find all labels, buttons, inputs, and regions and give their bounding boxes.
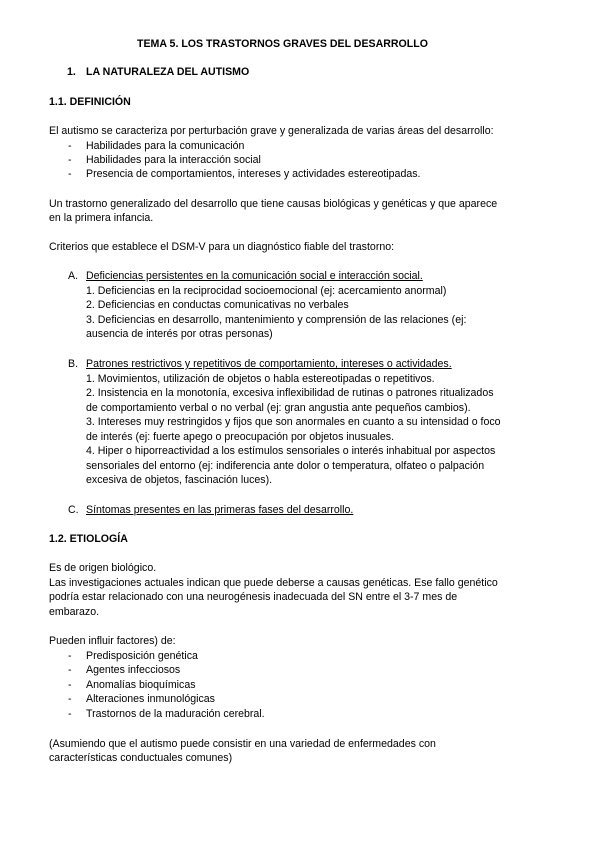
tgd-paragraph-line: Un trastorno generalizado del desarrollo que tiene causas biológicas y genéticas y que aparece [49,198,498,210]
note-line: (Asumiendo que el autismo puede consistir en una variedad de enfermedades con [49,738,436,750]
section-heading: LA NATURALEZA DEL AUTISMO [86,66,250,78]
criterion-b-line: de comportamiento verbal o no verbal (ej: gran angustia ante pequeños cambios). [86,402,471,414]
subsection-heading-etiologia: 1.2. ETIOLOGÍA [49,533,128,545]
criteria-intro: Criterios que establece el DSM-V para un diagnóstico fiable del trastorno: [49,241,395,253]
criterion-a-line: 2. Deficiencias en conductas comunicativas no verbales [86,299,349,311]
factor-item: Trastornos de la maduración cerebral. [86,708,265,720]
criterion-a-line: ausencia de interés por otras personas) [86,328,273,340]
criterion-letter-b: B. [68,358,79,370]
list-dash: - [68,679,72,691]
criterion-b-line: 3. Intereses muy restringidos y fijos que son anormales en cuanto a su intensidad o foco [86,416,501,428]
criterion-b-line: 2. Insistencia en la monotonía, excesiva inflexibilidad de rutinas o patrones ritualizados [86,387,494,399]
criterion-a-line: 1. Deficiencias en la reciprocidad socioemocional (ej: acercamiento anormal) [86,285,447,297]
factor-item: Anomalías bioquímicas [86,679,196,691]
list-dash: - [68,708,72,720]
section-number: 1. [67,66,76,78]
criterion-b-line: 1. Movimientos, utilización de objetos o habla estereotipadas o repetitivos. [86,373,435,385]
etiology-line: podría estar relacionado con una neurogénesis inadecuada del SN entre el 3-7 mes de [49,591,458,603]
etiology-line: Es de origen biológico. [49,562,157,574]
factor-item: Alteraciones inmunológicas [86,693,215,705]
list-dash: - [68,154,72,166]
criterion-title-b: Patrones restrictivos y repetitivos de comportamiento, intereses o actividades. [86,358,452,370]
criterion-b-line: de interés (ej: fuerte apego o preocupación por objetos inusuales. [86,431,395,443]
etiology-line: Las investigaciones actuales indican que puede deberse a causas genéticas. Ese fallo genético [49,577,498,589]
definition-intro: El autismo se caracteriza por perturbación grave y generalizada de varias áreas del desarrollo: [49,125,494,137]
factor-item: Predisposición genética [86,650,198,662]
factors-intro: Pueden influir factores) de: [49,635,176,647]
list-dash: - [68,650,72,662]
criterion-letter-a: A. [68,270,79,282]
note-line: características conductuales comunes) [49,752,233,764]
criterion-a-line: 3. Deficiencias en desarrollo, mantenimiento y comprensión de las relaciones (ej: [86,314,467,326]
criterion-title-a: Deficiencias persistentes en la comunicación social e interacción social. [86,270,423,282]
definition-item: Presencia de comportamientos, intereses y actividades estereotipadas. [86,168,421,180]
document-title: TEMA 5. LOS TRASTORNOS GRAVES DEL DESARROLLO [137,38,428,50]
criterion-b-line: sensoriales del entorno (ej: indiferencia ante dolor o temperatura, olfateo o palpación [86,460,485,472]
criterion-b-line: 4. Hiper o hiporreactividad a los estímulos sensoriales o interés inhabitual por aspectos [86,445,496,457]
list-dash: - [68,693,72,705]
factor-item: Agentes infecciosos [86,664,181,676]
etiology-line: embarazo. [49,606,100,618]
criterion-letter-c: C. [68,504,79,516]
criterion-title-c: Síntomas presentes en las primeras fases del desarrollo. [86,504,354,516]
list-dash: - [68,664,72,676]
criterion-b-line: excesiva de objetos, fascinación luces). [86,474,273,486]
list-dash: - [68,140,72,152]
definition-item: Habilidades para la comunicación [86,140,245,152]
definition-item: Habilidades para la interacción social [86,154,261,166]
subsection-heading-definicion: 1.1. DEFINICIÓN [49,96,131,108]
list-dash: - [68,168,72,180]
tgd-paragraph-line: en la primera infancia. [49,212,154,224]
